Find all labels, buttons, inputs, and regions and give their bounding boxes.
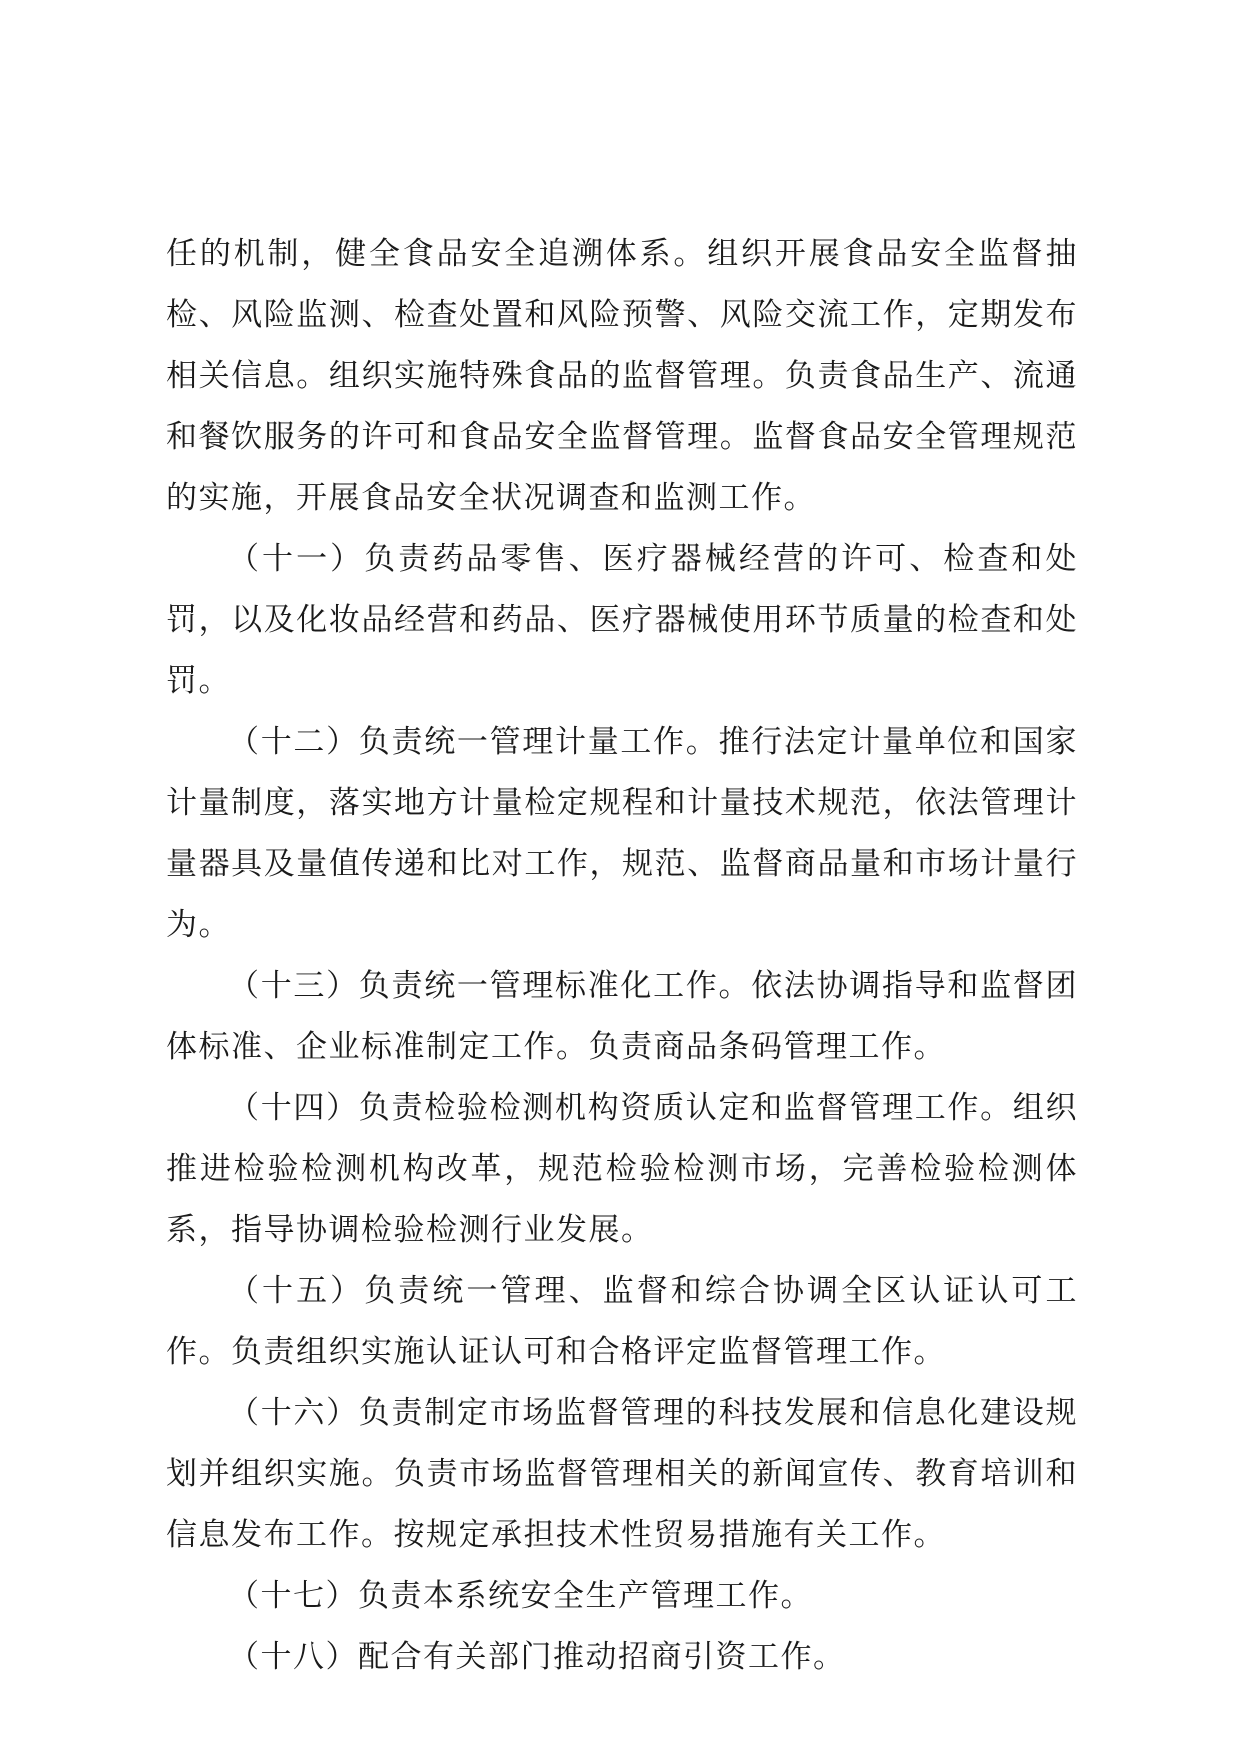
paragraph-item-11: （十一）负责药品零售、医疗器械经营的许可、检查和处罚，以及化妆品经营和药品、医疗器械使用环节质量的检查和处罚。 — [166, 541, 1078, 699]
paragraph-item-18: （十八）配合有关部门推动招商引资工作。 — [228, 1639, 846, 1675]
paragraph-item-15: （十五）负责统一管理、监督和综合协调全区认证认可工作。负责组织实施认证认可和合格评定监督管理工作。 — [166, 1273, 1078, 1370]
document-body — [166, 224, 1078, 1688]
paragraph-item-14: （十四）负责检验检测机构资质认定和监督管理工作。组织推进检验检测机构改革，规范检验检测市场，完善检验检测体系，指导协调检验检测行业发展。 — [166, 1090, 1078, 1248]
paragraph-item-13: （十三）负责统一管理标准化工作。依法协调指导和监督团体标准、企业标准制定工作。负责商品条码管理工作。 — [166, 968, 1078, 1065]
paragraph-food-safety-continuation: 任的机制，健全食品安全追溯体系。组织开展食品安全监督抽检、风险监测、检查处置和风险预警、风险交流工作，定期发布相关信息。组织实施特殊食品的监督管理。负责食品生产、流通和餐饮服务的许可和食品安全监督管理。监督食品安全管理规范的实施，开展食品安全状况调查和监测工作。 — [166, 236, 1078, 516]
paragraph-item-12: （十二）负责统一管理计量工作。推行法定计量单位和国家计量制度，落实地方计量检定规程和计量技术规范，依法管理计量器具及量值传递和比对工作，规范、监督商品量和市场计量行为。 — [166, 724, 1078, 943]
paragraph-item-17: （十七）负责本系统安全生产管理工作。 — [228, 1578, 813, 1614]
paragraph-item-16: （十六）负责制定市场监督管理的科技发展和信息化建设规划并组织实施。负责市场监督管理相关的新闻宣传、教育培训和信息发布工作。按规定承担技术性贸易措施有关工作。 — [166, 1395, 1078, 1553]
